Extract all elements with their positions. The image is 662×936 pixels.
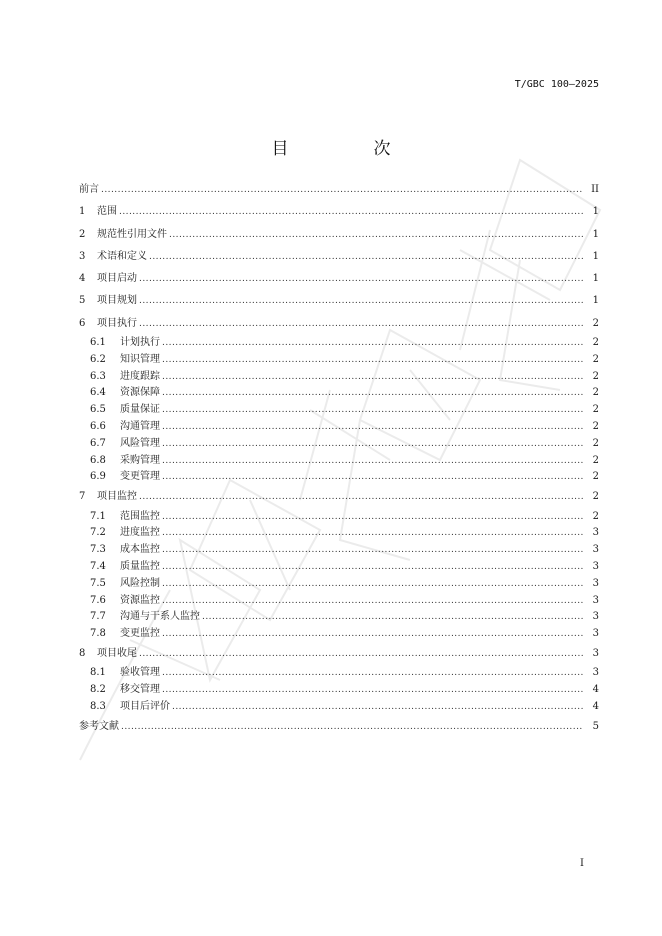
toc-entry-page: 2 [592,337,599,349]
toc-entry[interactable] [79,290,599,312]
dot-leader [162,369,583,386]
dot-leader [139,643,583,665]
dot-leader [162,593,583,610]
toc-entry[interactable] [79,419,599,436]
toc-entry-label: 项目收尾 [97,647,137,659]
toc-entry-label: 知识管理 [120,353,160,365]
toc-entry[interactable] [79,453,599,470]
toc-entry[interactable] [79,268,599,290]
toc-entry-page: 2 [592,404,599,416]
dot-leader [162,453,583,470]
dot-leader [139,486,583,508]
toc-entry-page: 4 [592,700,599,712]
toc-entry-page: 2 [592,370,599,382]
toc-entry-number: 8 [79,647,86,659]
toc-entry-label: 风险管理 [120,437,160,449]
toc-entry-label: 成本监控 [120,544,160,556]
toc-entry-page: 4 [592,684,599,696]
toc-entry-number: 6.4 [90,387,106,399]
toc-entry-page: 3 [592,544,599,556]
toc-entry-page: 2 [592,421,599,433]
toc-entry[interactable] [79,682,599,699]
toc-entry-label: 范围监控 [120,510,160,522]
toc-entry[interactable] [79,665,599,682]
dot-leader [139,313,583,335]
toc-entry-number: 6.6 [90,421,106,433]
toc-entry-number: 8.2 [90,684,106,696]
toc-entry-label: 规范性引用文件 [97,228,167,240]
toc-entry-label: 验收管理 [120,667,160,679]
toc-entry-label: 风险控制 [120,577,160,589]
toc-entry-label: 质量监控 [120,560,160,572]
toc-entry-number: 7.8 [90,628,106,640]
toc-entry-page: 3 [592,560,599,572]
toc-entry-page: 1 [592,250,599,262]
toc-entry-number: 2 [79,228,86,240]
toc-entry-label: 采购管理 [120,454,160,466]
toc-entry[interactable] [79,352,599,369]
dot-leader [172,699,583,716]
toc-entry[interactable] [79,699,599,716]
toc-entry-number: 7.7 [90,611,106,623]
dot-leader [202,609,583,626]
toc-entry-label: 范围 [97,206,117,218]
toc-entry[interactable] [79,525,599,542]
toc-entry[interactable] [79,559,599,576]
dot-leader [162,576,583,593]
toc-entry-page: 3 [592,594,599,606]
toc-entry-page: 2 [592,454,599,466]
table-of-contents [79,179,599,738]
toc-entry-page: 2 [592,471,599,483]
toc-entry-number: 6.8 [90,454,106,466]
toc-entry[interactable] [79,335,599,352]
dot-leader [162,436,583,453]
toc-entry-label: 项目启动 [97,273,137,285]
toc-entry-label: 沟通与干系人监控 [120,611,200,623]
toc-entry[interactable] [79,224,599,246]
toc-entry[interactable] [79,626,599,643]
toc-entry-page: 2 [592,353,599,365]
dot-leader [162,469,583,486]
toc-entry-label: 资源保障 [120,387,160,399]
toc-entry-number: 7.5 [90,577,106,589]
toc-entry-page: II [591,184,599,195]
dot-leader [162,385,583,402]
toc-entry-number: 7.4 [90,560,106,572]
toc-entry-number: 6.9 [90,471,106,483]
toc-entry[interactable] [79,542,599,559]
toc-entry-number: 6.1 [90,337,106,349]
toc-entry[interactable] [79,436,599,453]
toc-entry-page: 1 [592,295,599,307]
toc-entry-page: 3 [592,628,599,640]
toc-entry[interactable] [79,469,599,486]
dot-leader [139,268,583,290]
toc-entry[interactable] [79,179,599,201]
toc-entry-number: 7.2 [90,527,106,539]
toc-entry-number: 6.3 [90,370,106,382]
toc-entry-page: 2 [592,491,599,503]
toc-entry-label: 变更监控 [120,628,160,640]
toc-entry[interactable] [79,509,599,526]
toc-entry-page: 2 [592,317,599,329]
toc-entry-page: 5 [592,720,599,732]
toc-entry-label: 项目后评价 [120,700,170,712]
dot-leader [162,335,583,352]
dot-leader [162,626,583,643]
dot-leader [121,716,583,738]
toc-entry-label: 项目执行 [97,317,137,329]
toc-entry-page: 1 [592,228,599,240]
toc-entry-label: 参考文献 [79,720,119,732]
toc-entry-number: 8.1 [90,667,106,679]
toc-entry-label: 项目规划 [97,295,137,307]
dot-leader [162,509,583,526]
toc-entry-page: 3 [592,527,599,539]
toc-entry[interactable] [79,486,599,508]
standard-code: T/GBC 100—2025 [514,79,599,90]
dot-leader [149,246,583,268]
toc-entry[interactable] [79,385,599,402]
toc-entry-page: 3 [592,611,599,623]
toc-entry[interactable] [79,313,599,335]
toc-entry-label: 前言 [79,184,99,195]
toc-entry-number: 4 [79,273,86,285]
toc-entry-number: 5 [79,295,86,307]
toc-entry-page: 3 [592,647,599,659]
dot-leader [162,402,583,419]
dot-leader [162,682,583,699]
toc-entry[interactable] [79,402,599,419]
dot-leader [162,559,583,576]
toc-entry[interactable] [79,716,599,738]
dot-leader [162,665,583,682]
toc-entry-page: 2 [592,510,599,522]
toc-entry-page: 3 [592,667,599,679]
toc-entry-label: 进度监控 [120,527,160,539]
toc-entry-label: 项目监控 [97,491,137,503]
dot-leader [162,525,583,542]
dot-leader [169,224,583,246]
toc-entry-label: 术语和定义 [97,250,147,262]
dot-leader [139,290,583,312]
toc-entry-number: 7.1 [90,510,106,522]
toc-entry-number: 6.5 [90,404,106,416]
toc-entry-number: 3 [79,250,86,262]
toc-entry-label: 质量保证 [120,404,160,416]
toc-entry-label: 沟通管理 [120,421,160,433]
toc-entry[interactable] [79,246,599,268]
dot-leader [162,419,583,436]
dot-leader [119,201,583,223]
toc-entry[interactable] [79,576,599,593]
toc-entry-number: 8.3 [90,700,106,712]
toc-entry-label: 变更管理 [120,471,160,483]
toc-title: 目 次 [271,139,425,159]
toc-entry-label: 计划执行 [120,337,160,349]
toc-entry[interactable] [79,593,599,610]
dot-leader [162,352,583,369]
toc-entry-number: 7.6 [90,594,106,606]
toc-entry[interactable] [79,643,599,665]
dot-leader [101,179,583,201]
toc-entry-page: 3 [592,577,599,589]
toc-entry-number: 6.2 [90,353,106,365]
toc-entry[interactable] [79,369,599,386]
toc-entry-number: 7 [79,491,86,503]
toc-entry-label: 资源监控 [120,594,160,606]
toc-entry-number: 6 [79,317,86,329]
page-number: I [580,858,584,869]
toc-entry-page: 2 [592,387,599,399]
dot-leader [162,542,583,559]
toc-entry[interactable] [79,609,599,626]
toc-entry-number: 6.7 [90,437,106,449]
toc-entry-page: 1 [592,206,599,218]
toc-entry-number: 1 [79,206,86,218]
toc-entry-label: 移交管理 [120,684,160,696]
toc-entry-page: 2 [592,437,599,449]
toc-entry-label: 进度跟踪 [120,370,160,382]
toc-entry-page: 1 [592,273,599,285]
toc-entry-number: 7.3 [90,544,106,556]
toc-entry[interactable] [79,201,599,223]
